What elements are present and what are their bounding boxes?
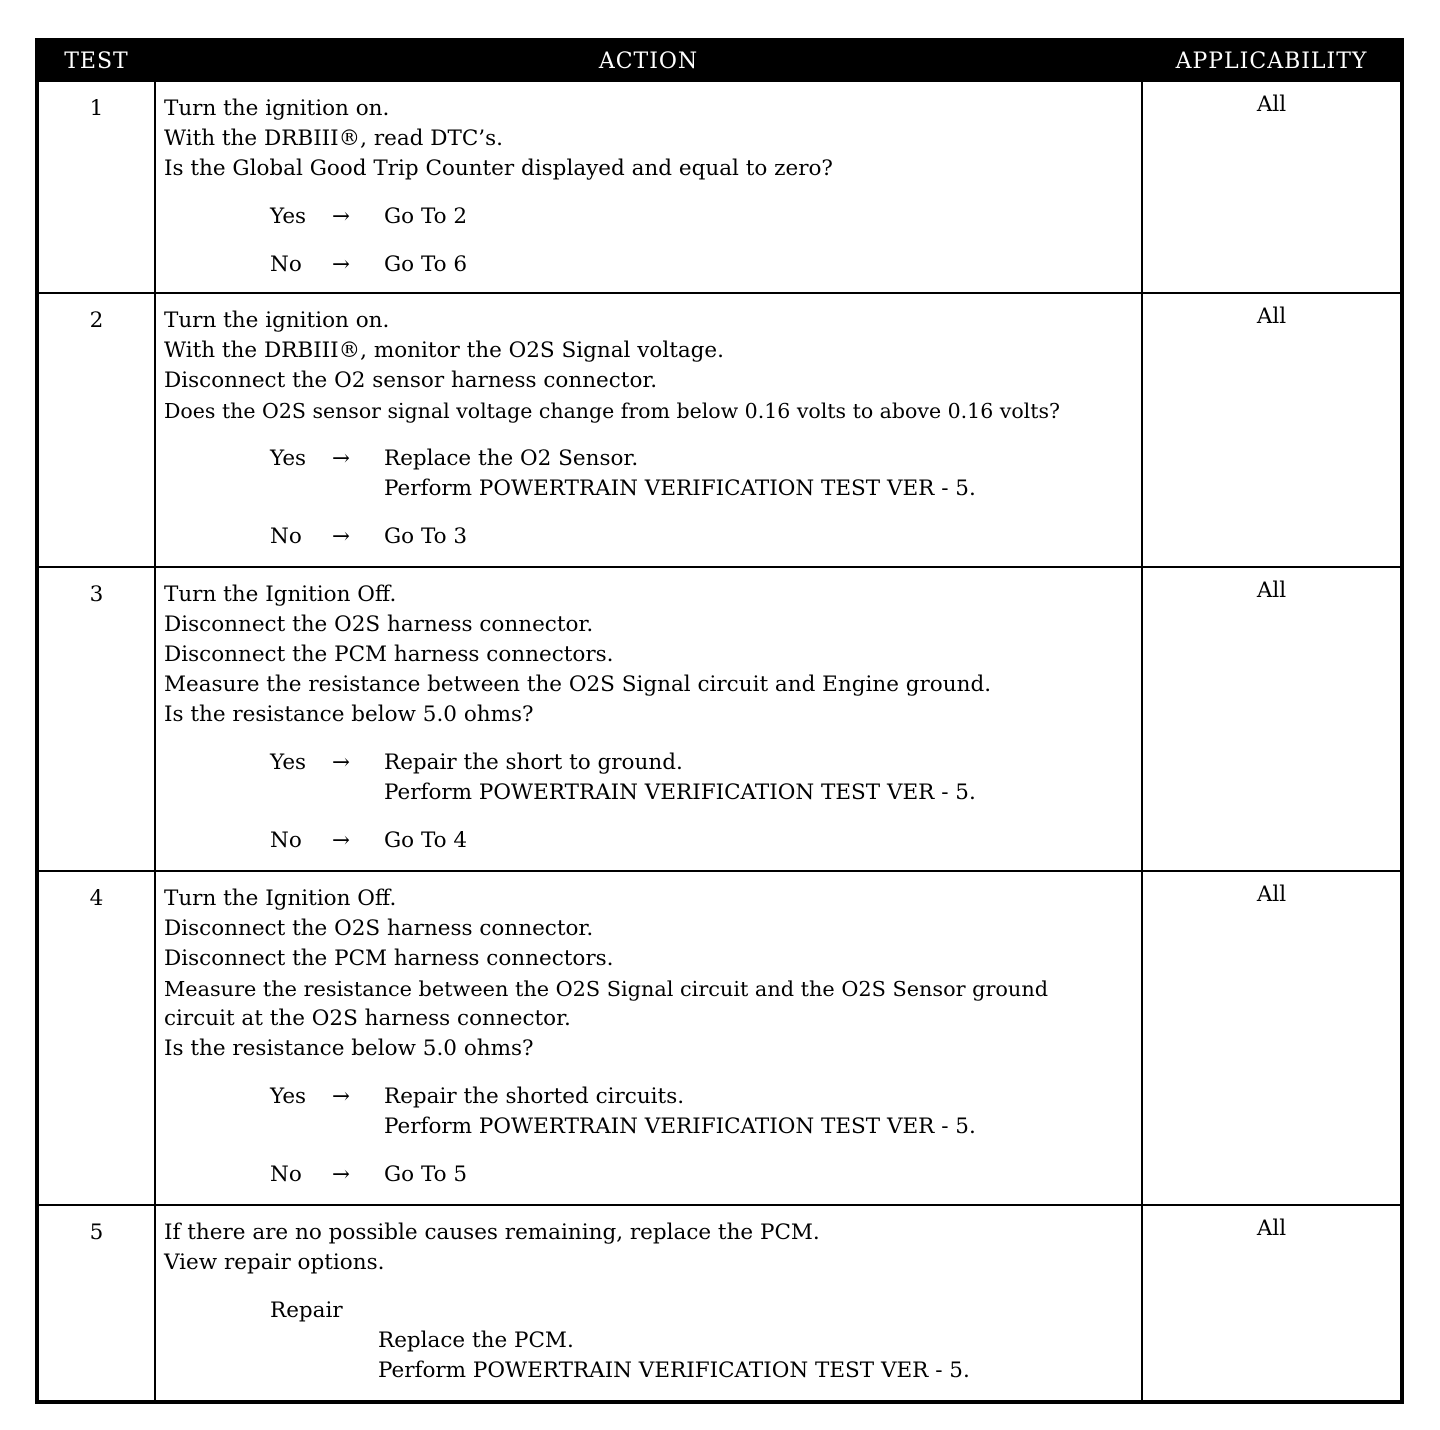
arrow-right-icon: → bbox=[332, 252, 351, 277]
table-row bbox=[37, 567, 1402, 871]
action-step: circuit at the O2S harness connector. bbox=[164, 1006, 571, 1031]
action-step: Is the resistance below 5.0 ohms? bbox=[164, 702, 534, 727]
branch-label: Yes bbox=[270, 204, 307, 229]
test-number: 3 bbox=[37, 567, 155, 871]
header-test: TEST bbox=[37, 40, 155, 81]
branch-yes bbox=[164, 1082, 1135, 1142]
header-row bbox=[37, 40, 1402, 81]
branch-label: No bbox=[270, 1162, 302, 1187]
test-number: 5 bbox=[37, 1205, 155, 1402]
action-step: Disconnect the O2S harness connector. bbox=[164, 612, 594, 637]
repair-title: Repair bbox=[270, 1298, 343, 1323]
arrow-right-icon: → bbox=[332, 750, 351, 775]
diagnostic-test-table bbox=[35, 38, 1404, 1404]
action-step: Turn the ignition on. bbox=[164, 308, 390, 333]
test-number: 1 bbox=[37, 81, 155, 293]
header-applicability: APPLICABILITY bbox=[1142, 40, 1402, 81]
arrow-right-icon: → bbox=[332, 1084, 351, 1109]
action-step: With the DRBIII®, monitor the O2S Signal voltage. bbox=[164, 338, 724, 363]
action-step: View repair options. bbox=[164, 1250, 385, 1275]
branch-label: Yes bbox=[270, 1084, 307, 1109]
branch-text: Perform POWERTRAIN VERIFICATION TEST VER - 5. bbox=[384, 780, 976, 805]
repair-step: Perform POWERTRAIN VERIFICATION TEST VER - 5. bbox=[378, 1358, 970, 1383]
action-step: Disconnect the O2S harness connector. bbox=[164, 916, 594, 941]
action-step: With the DRBIII®, read DTC’s. bbox=[164, 126, 503, 151]
test-number: 2 bbox=[37, 293, 155, 567]
table-row bbox=[37, 81, 1402, 293]
applicability-value: All bbox=[1142, 871, 1402, 1205]
action-step: Does the O2S sensor signal voltage change from below 0.16 volts to above 0.16 volts? bbox=[164, 399, 1060, 423]
action-step: Measure the resistance between the O2S Signal circuit and Engine ground. bbox=[164, 672, 992, 697]
branch-text: Go To 6 bbox=[384, 252, 468, 277]
test-number: 4 bbox=[37, 871, 155, 1205]
arrow-right-icon: → bbox=[332, 524, 351, 549]
branch-no bbox=[164, 522, 1135, 552]
action-step: If there are no possible causes remaining, replace the PCM. bbox=[164, 1220, 820, 1245]
table-row bbox=[37, 871, 1402, 1205]
action-cell bbox=[155, 1205, 1142, 1402]
arrow-right-icon: → bbox=[332, 446, 351, 471]
action-step: Is the Global Good Trip Counter displayed and equal to zero? bbox=[164, 156, 833, 181]
table-row bbox=[37, 293, 1402, 567]
branch-text: Perform POWERTRAIN VERIFICATION TEST VER - 5. bbox=[384, 476, 976, 501]
header-action: ACTION bbox=[155, 40, 1142, 81]
action-cell bbox=[155, 871, 1142, 1205]
repair-step: Replace the PCM. bbox=[378, 1328, 574, 1353]
repair-options bbox=[164, 1296, 1135, 1386]
action-step: Disconnect the O2 sensor harness connector. bbox=[164, 368, 658, 393]
branch-yes bbox=[164, 202, 1135, 232]
action-step: Turn the Ignition Off. bbox=[164, 582, 397, 607]
action-step: Turn the ignition on. bbox=[164, 96, 390, 121]
branch-no bbox=[164, 250, 1135, 280]
action-cell bbox=[155, 81, 1142, 293]
branch-text: Repair the short to ground. bbox=[384, 750, 683, 775]
branch-text: Replace the O2 Sensor. bbox=[384, 446, 639, 471]
branch-label: No bbox=[270, 524, 302, 549]
branch-label: No bbox=[270, 828, 302, 853]
branch-text: Repair the shorted circuits. bbox=[384, 1084, 685, 1109]
branch-no bbox=[164, 1160, 1135, 1190]
action-step: Disconnect the PCM harness connectors. bbox=[164, 946, 614, 971]
action-cell bbox=[155, 293, 1142, 567]
branch-yes bbox=[164, 748, 1135, 808]
branch-label: Yes bbox=[270, 446, 307, 471]
branch-text: Perform POWERTRAIN VERIFICATION TEST VER - 5. bbox=[384, 1114, 976, 1139]
action-step: Measure the resistance between the O2S Signal circuit and the O2S Sensor ground bbox=[164, 977, 1049, 1001]
arrow-right-icon: → bbox=[332, 828, 351, 853]
action-step: Is the resistance below 5.0 ohms? bbox=[164, 1036, 534, 1061]
arrow-right-icon: → bbox=[332, 204, 351, 229]
applicability-value: All bbox=[1142, 567, 1402, 871]
table-row bbox=[37, 1205, 1402, 1402]
applicability-value: All bbox=[1142, 81, 1402, 293]
branch-text: Go To 3 bbox=[384, 524, 468, 549]
action-step: Disconnect the PCM harness connectors. bbox=[164, 642, 614, 667]
branch-label: Yes bbox=[270, 750, 307, 775]
branch-text: Go To 5 bbox=[384, 1162, 468, 1187]
applicability-value: All bbox=[1142, 293, 1402, 567]
branch-yes bbox=[164, 444, 1135, 504]
branch-label: No bbox=[270, 252, 302, 277]
branch-no bbox=[164, 826, 1135, 856]
branch-text: Go To 4 bbox=[384, 828, 468, 853]
applicability-value: All bbox=[1142, 1205, 1402, 1402]
branch-text: Go To 2 bbox=[384, 204, 468, 229]
action-step: Turn the Ignition Off. bbox=[164, 886, 397, 911]
action-cell bbox=[155, 567, 1142, 871]
arrow-right-icon: → bbox=[332, 1162, 351, 1187]
